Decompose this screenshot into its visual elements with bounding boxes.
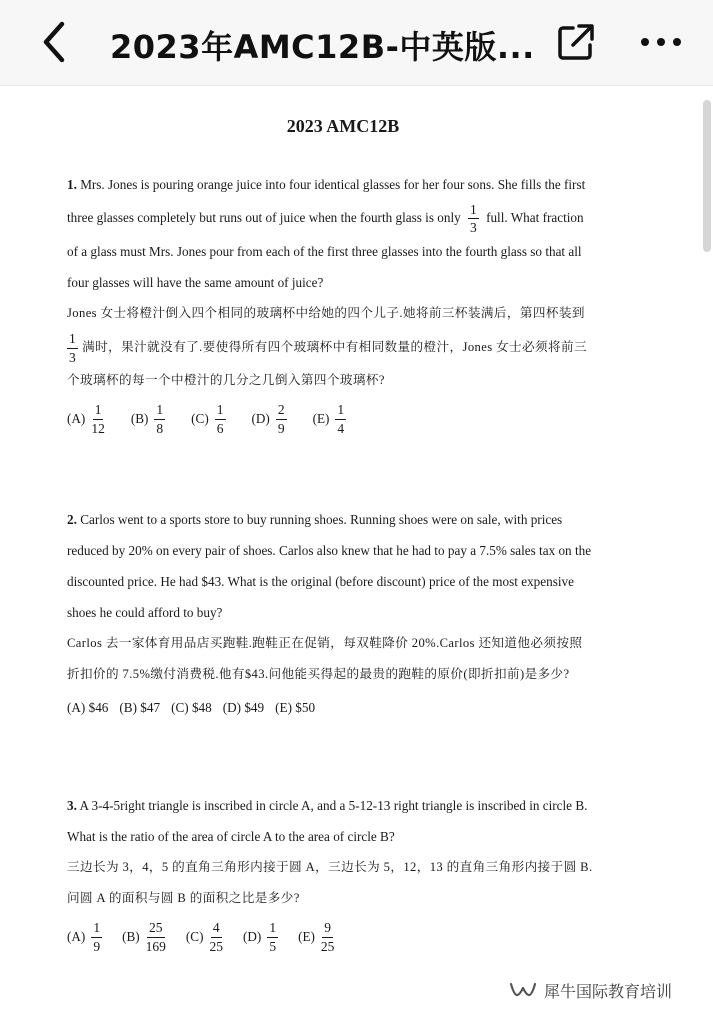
- question-text-zh: Carlos 去一家体育用品店买跑鞋.跑鞋正在促销，每双鞋降价 20%.Carlos 还知道他必须按照: [67, 636, 583, 650]
- fraction-numerator: 1: [91, 921, 102, 938]
- share-button[interactable]: [556, 22, 596, 62]
- question-text-line: [67, 267, 617, 298]
- scrollbar[interactable]: [703, 100, 711, 252]
- question-number: 1.: [67, 177, 77, 192]
- fraction-denominator: 169: [145, 938, 166, 954]
- question-text-line: [67, 790, 617, 821]
- choice-c: [186, 921, 227, 953]
- question-text: What is the ratio of the area of circle A to the area of circle B?: [67, 829, 395, 844]
- fraction-numerator: 4: [211, 921, 222, 938]
- fraction: [146, 921, 166, 953]
- question-text-line: [67, 169, 617, 200]
- choice-label: (B): [122, 929, 140, 944]
- fraction: [321, 921, 335, 953]
- question-text-zh-line: [67, 365, 617, 396]
- question-text: A 3-4-5right triangle is inscribed in circle A, and a 5-12-13 right triangle is inscribed in circle B.: [79, 798, 588, 813]
- answer-choices: [67, 690, 617, 726]
- choice-label: (C): [185, 929, 204, 944]
- fraction-denominator: 9: [277, 420, 285, 436]
- choice-label: (C): [191, 411, 209, 426]
- fraction-denominator: 4: [337, 420, 345, 436]
- question-text-line: [67, 566, 617, 597]
- more-button[interactable]: [638, 30, 684, 54]
- fraction-denominator: 8: [156, 420, 164, 436]
- choice-label: (A): [67, 929, 86, 944]
- fraction-numerator: 25: [147, 921, 165, 938]
- choice-b: (B) $47: [119, 700, 161, 715]
- choice-d: (D) $49: [222, 700, 265, 715]
- question-number: 3.: [67, 798, 77, 813]
- question-text-zh-line: [67, 659, 617, 690]
- choice-a: [67, 921, 106, 953]
- question-text-zh: 满时，果汁就没有了.要使得所有四个玻璃杯中有相同数量的橙汁，Jones 女士必须将前三: [82, 340, 588, 354]
- chevron-left-icon: [36, 20, 76, 64]
- watermark-text: 犀牛国际教育培训: [544, 981, 673, 1001]
- question-text: shoes he could afford to buy?: [67, 605, 223, 620]
- share-icon: [556, 22, 596, 62]
- choice-label: (E): [298, 929, 315, 944]
- wechat-channel-icon: [508, 978, 538, 1002]
- choice-label: (B): [130, 411, 149, 426]
- answer-choices: [67, 914, 617, 960]
- fraction: [267, 921, 278, 953]
- fraction-numerator: 9: [322, 921, 333, 938]
- question-text-zh-line: [67, 883, 617, 914]
- fraction-numerator: 1: [67, 332, 78, 349]
- fraction: [210, 921, 224, 953]
- question-text: full. What fraction: [486, 210, 584, 225]
- choice-b: [131, 403, 169, 435]
- answer-choices: [67, 396, 617, 442]
- question-text-zh-line: [67, 852, 617, 883]
- question-1: [67, 169, 617, 442]
- fraction-denominator: 3: [69, 349, 77, 365]
- question-text-line: [67, 821, 617, 852]
- choice-a: [67, 403, 109, 435]
- fraction: [215, 403, 226, 435]
- question-text-zh: 三边长为 3，4，5 的直角三角形内接于圆 A，三边长为 5，12，13 的直角三角形内接于圆 B.: [67, 860, 593, 874]
- choice-label: (D): [243, 929, 262, 944]
- question-text-zh: Jones 女士将橙汁倒入四个相同的玻璃杯中给她的四个儿子.她将前三杯装满后，第四杯装到: [67, 306, 585, 320]
- choice-c: (C) $48: [171, 700, 212, 715]
- fraction-denominator: 6: [216, 420, 224, 436]
- question-2: [67, 504, 617, 726]
- more-dots-icon: [638, 30, 684, 54]
- fraction-numerator: 1: [93, 403, 104, 420]
- fraction: [91, 403, 105, 435]
- fraction-denominator: 3: [470, 220, 477, 236]
- top-bar: [0, 0, 713, 86]
- question-text: four glasses will have the same amount of juice?: [67, 275, 324, 290]
- fraction: [468, 203, 479, 235]
- fraction-numerator: 1: [215, 403, 226, 420]
- page-title: 2023年AMC12B-中英版...: [110, 28, 535, 66]
- choice-b: [122, 921, 170, 953]
- document-page: [67, 116, 617, 960]
- fraction: [276, 403, 287, 435]
- choice-e: [313, 403, 351, 435]
- fraction: [67, 332, 78, 364]
- question-text: of a glass must Mrs. Jones pour from each of the first three glasses into the fourth glass so that all: [67, 244, 582, 259]
- document-title: 2023 AMC12B: [286, 116, 400, 136]
- choice-a: (A) $46: [67, 700, 109, 715]
- question-text: reduced by 20% on every pair of shoes. Carlos also knew that he had to pay a 7.5% sales tax on the: [67, 543, 592, 558]
- choice-e: (E) $50: [275, 700, 316, 715]
- question-text-zh: 问圆 A 的面积与圆 B 的面积之比是多少?: [67, 891, 300, 905]
- fraction: [91, 921, 102, 953]
- question-text: discounted price. He had $43. What is the original (before discount) price of the most expensive: [67, 574, 574, 589]
- fraction-numerator: 1: [154, 403, 165, 420]
- question-text-zh-line: [67, 329, 617, 365]
- choice-d: [243, 921, 282, 953]
- fraction-numerator: 1: [335, 403, 346, 420]
- fraction-denominator: 25: [209, 938, 223, 954]
- question-text-line: [67, 236, 617, 267]
- fraction-denominator: 12: [91, 420, 105, 436]
- watermark: [508, 978, 672, 1002]
- fraction-numerator: 2: [276, 403, 287, 420]
- question-text-line: [67, 504, 617, 535]
- question-text-line: [67, 200, 617, 236]
- question-text: Mrs. Jones is pouring orange juice into four identical glasses for her four sons. She fills the first: [80, 177, 586, 192]
- question-text-zh: 折扣价的 7.5%缴付消费税.他有$43.问他能买得起的最贵的跑鞋的原价(即折扣前)是多少?: [67, 667, 570, 681]
- question-text-zh-line: [67, 298, 617, 329]
- fraction-numerator: 1: [468, 203, 479, 220]
- question-number: 2.: [67, 512, 77, 527]
- question-text-line: [67, 535, 617, 566]
- fraction: [335, 403, 346, 435]
- fraction-denominator: 9: [93, 938, 101, 954]
- question-text-zh: 个玻璃杯的每一个中橙汁的几分之几倒入第四个玻璃杯?: [67, 373, 385, 387]
- fraction-denominator: 5: [269, 938, 277, 954]
- question-text-line: [67, 597, 617, 628]
- choice-label: (E): [312, 411, 330, 426]
- choice-label: (D): [251, 411, 270, 426]
- question-text: Carlos went to a sports store to buy running shoes. Running shoes were on sale, with prices: [80, 512, 563, 527]
- fraction: [154, 403, 165, 435]
- question-3: [67, 790, 617, 960]
- question-text: three glasses completely but runs out of juice when the fourth glass is only: [67, 210, 461, 225]
- choice-d: [252, 403, 291, 435]
- fraction-numerator: 1: [267, 921, 278, 938]
- choice-e: [298, 921, 338, 953]
- choice-c: [191, 403, 229, 435]
- question-text-zh-line: [67, 628, 617, 659]
- choice-label: (A): [67, 411, 86, 426]
- back-button[interactable]: [36, 20, 76, 64]
- fraction-denominator: 25: [320, 938, 335, 954]
